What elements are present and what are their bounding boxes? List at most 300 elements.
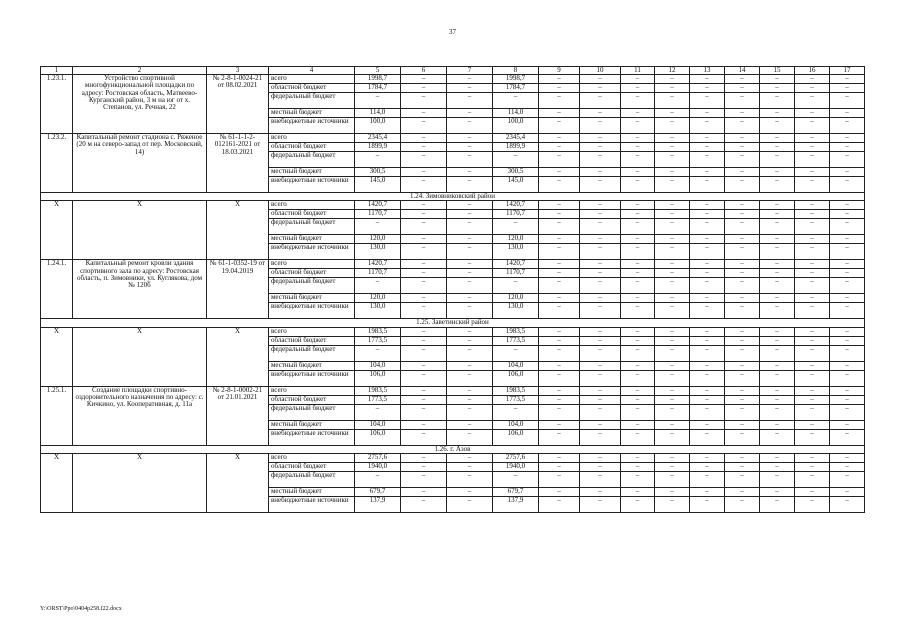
value-cell: – — [795, 168, 830, 177]
funding-source-label: федеральный бюджет — [269, 278, 355, 294]
value-cell: – — [830, 109, 865, 118]
value-cell: – — [655, 453, 690, 462]
value-cell: – — [621, 345, 655, 361]
value-cell: – — [539, 177, 580, 193]
total-value: 130,0 — [355, 303, 401, 319]
value-cell: – — [760, 109, 795, 118]
value-cell: – — [795, 471, 830, 487]
value-cell: – — [621, 177, 655, 193]
column-number: 5 — [355, 67, 401, 75]
value-cell: – — [830, 361, 865, 370]
value-cell: – — [621, 487, 655, 496]
value-cell: – — [795, 143, 830, 152]
value-cell: – — [830, 404, 865, 420]
value-cell: – — [795, 395, 830, 404]
value-cell: – — [655, 336, 690, 345]
funding-source-label: всего — [269, 201, 355, 210]
value-cell: – — [539, 118, 580, 134]
funding-source-label: федеральный бюджет — [269, 219, 355, 235]
value-cell: – — [830, 219, 865, 235]
value-cell: – — [447, 386, 493, 395]
value-cell: – — [655, 487, 690, 496]
value-cell: – — [621, 420, 655, 429]
value-cell: – — [795, 235, 830, 244]
value-cell: – — [760, 345, 795, 361]
value-cell: – — [580, 462, 621, 471]
total-value: 1170,7 — [355, 210, 401, 219]
item-number: 1.25.1. — [41, 386, 73, 445]
item-document: Х — [207, 453, 269, 512]
value-cell: – — [655, 143, 690, 152]
value-cell: – — [401, 118, 447, 134]
year-value: 130,0 — [493, 303, 539, 319]
total-value: 114,0 — [355, 109, 401, 118]
value-cell: – — [760, 294, 795, 303]
value-cell: – — [447, 93, 493, 109]
value-cell: – — [580, 235, 621, 244]
funding-source-label: местный бюджет — [269, 235, 355, 244]
value-cell: – — [401, 177, 447, 193]
year-value: 106,0 — [493, 429, 539, 445]
value-cell: – — [690, 168, 725, 177]
value-cell: – — [447, 260, 493, 269]
value-cell: – — [580, 420, 621, 429]
year-value: – — [493, 93, 539, 109]
funding-source-label: местный бюджет — [269, 168, 355, 177]
table-row — [41, 134, 865, 143]
value-cell: – — [830, 327, 865, 336]
value-cell: – — [690, 453, 725, 462]
value-cell: – — [795, 75, 830, 84]
value-cell: – — [725, 278, 760, 294]
table-row — [41, 453, 865, 462]
value-cell: – — [447, 471, 493, 487]
column-number: 14 — [725, 67, 760, 75]
total-value: 1983,5 — [355, 386, 401, 395]
item-name: Капитальный ремонт стадиона с. Ряженое (20 м на северо-запад от пер. Московский, 14) — [73, 134, 207, 193]
item-name: Создание площадки спортивно-оздоровительного назначения по адресу: с. Кичкино, ул. Кооперативная, д. 11а — [73, 386, 207, 445]
value-cell: – — [725, 75, 760, 84]
value-cell: – — [655, 134, 690, 143]
value-cell: – — [580, 453, 621, 462]
item-document: № 2-8-1-0002-21 от 21.01.2021 — [207, 386, 269, 445]
funding-source-label: областной бюджет — [269, 336, 355, 345]
value-cell: – — [539, 327, 580, 336]
value-cell: – — [580, 395, 621, 404]
funding-source-label: федеральный бюджет — [269, 93, 355, 109]
value-cell: – — [539, 361, 580, 370]
value-cell: – — [760, 244, 795, 260]
value-cell: – — [580, 260, 621, 269]
funding-source-label: всего — [269, 75, 355, 84]
value-cell: – — [760, 462, 795, 471]
year-value: – — [493, 219, 539, 235]
value-cell: – — [539, 496, 580, 512]
budget-table — [40, 66, 865, 513]
value-cell: – — [580, 244, 621, 260]
value-cell: – — [539, 235, 580, 244]
value-cell: – — [655, 219, 690, 235]
item-number: Х — [41, 201, 73, 260]
value-cell: – — [830, 471, 865, 487]
value-cell: – — [725, 327, 760, 336]
value-cell: – — [830, 496, 865, 512]
value-cell: – — [795, 201, 830, 210]
column-number: 11 — [621, 67, 655, 75]
total-value: 1170,7 — [355, 269, 401, 278]
column-number: 15 — [760, 67, 795, 75]
column-number: 2 — [73, 67, 207, 75]
value-cell: – — [760, 260, 795, 269]
value-cell: – — [621, 496, 655, 512]
value-cell: – — [725, 201, 760, 210]
value-cell: – — [539, 93, 580, 109]
value-cell: – — [447, 303, 493, 319]
section-title: 1.26. г. Азов — [41, 445, 865, 453]
value-cell: – — [655, 210, 690, 219]
value-cell: – — [795, 294, 830, 303]
value-cell: – — [447, 496, 493, 512]
value-cell: – — [580, 84, 621, 93]
funding-source-label: внебюджетные источники — [269, 177, 355, 193]
value-cell: – — [621, 143, 655, 152]
value-cell: – — [621, 134, 655, 143]
value-cell: – — [830, 177, 865, 193]
value-cell: – — [795, 93, 830, 109]
value-cell: – — [830, 395, 865, 404]
table-row — [41, 327, 865, 336]
value-cell: – — [690, 386, 725, 395]
total-value: – — [355, 219, 401, 235]
column-number: 13 — [690, 67, 725, 75]
column-number: 6 — [401, 67, 447, 75]
value-cell: – — [725, 404, 760, 420]
value-cell: – — [830, 134, 865, 143]
value-cell: – — [690, 177, 725, 193]
value-cell: – — [447, 453, 493, 462]
value-cell: – — [580, 487, 621, 496]
value-cell: – — [760, 395, 795, 404]
funding-source-label: областной бюджет — [269, 143, 355, 152]
value-cell: – — [539, 294, 580, 303]
value-cell: – — [830, 294, 865, 303]
item-name: Х — [73, 327, 207, 386]
value-cell: – — [760, 93, 795, 109]
year-value: 1773,5 — [493, 395, 539, 404]
value-cell: – — [690, 143, 725, 152]
value-cell: – — [447, 294, 493, 303]
value-cell: – — [830, 143, 865, 152]
value-cell: – — [580, 327, 621, 336]
value-cell: – — [580, 177, 621, 193]
year-value: 1420,7 — [493, 260, 539, 269]
column-number: 16 — [795, 67, 830, 75]
value-cell: – — [725, 168, 760, 177]
column-number: 1 — [41, 67, 73, 75]
value-cell: – — [690, 294, 725, 303]
total-value: 1784,7 — [355, 84, 401, 93]
total-value: – — [355, 471, 401, 487]
value-cell: – — [539, 429, 580, 445]
value-cell: – — [830, 260, 865, 269]
item-document: Х — [207, 201, 269, 260]
value-cell: – — [725, 429, 760, 445]
value-cell: – — [401, 429, 447, 445]
value-cell: – — [401, 201, 447, 210]
value-cell: – — [580, 210, 621, 219]
value-cell: – — [621, 219, 655, 235]
value-cell: – — [539, 84, 580, 93]
value-cell: – — [539, 487, 580, 496]
item-name: Капитальный ремонт кровли здания спортивного зала по адресу: Ростовская область, п. Зимовники, ул. Куглякова, дом № 120б — [73, 260, 207, 319]
total-value: 1773,5 — [355, 336, 401, 345]
year-value: 104,0 — [493, 420, 539, 429]
item-number: 1.23.2. — [41, 134, 73, 193]
value-cell: – — [539, 168, 580, 177]
value-cell: – — [580, 168, 621, 177]
value-cell: – — [795, 134, 830, 143]
item-document: № 61-1-1-2-012161-2021 от 18.03.2021 — [207, 134, 269, 193]
value-cell: – — [621, 386, 655, 395]
value-cell: – — [580, 303, 621, 319]
total-value: 300,5 — [355, 168, 401, 177]
value-cell: – — [725, 294, 760, 303]
year-value: 100,0 — [493, 118, 539, 134]
value-cell: – — [539, 219, 580, 235]
value-cell: – — [830, 152, 865, 168]
value-cell: – — [760, 404, 795, 420]
total-value: 130,0 — [355, 244, 401, 260]
value-cell: – — [830, 487, 865, 496]
value-cell: – — [621, 370, 655, 386]
value-cell: – — [830, 269, 865, 278]
value-cell: – — [447, 84, 493, 93]
value-cell: – — [725, 244, 760, 260]
column-number: 3 — [207, 67, 269, 75]
value-cell: – — [655, 201, 690, 210]
value-cell: – — [795, 244, 830, 260]
value-cell: – — [655, 395, 690, 404]
funding-source-label: местный бюджет — [269, 420, 355, 429]
year-value: – — [493, 471, 539, 487]
value-cell: – — [621, 168, 655, 177]
value-cell: – — [725, 152, 760, 168]
value-cell: – — [655, 462, 690, 471]
value-cell: – — [401, 336, 447, 345]
value-cell: – — [539, 152, 580, 168]
value-cell: – — [830, 210, 865, 219]
value-cell: – — [760, 303, 795, 319]
value-cell: – — [580, 404, 621, 420]
value-cell: – — [725, 471, 760, 487]
value-cell: – — [580, 118, 621, 134]
value-cell: – — [580, 93, 621, 109]
value-cell: – — [690, 269, 725, 278]
total-value: 106,0 — [355, 370, 401, 386]
value-cell: – — [725, 370, 760, 386]
value-cell: – — [621, 294, 655, 303]
value-cell: – — [690, 404, 725, 420]
value-cell: – — [539, 386, 580, 395]
year-value: 120,0 — [493, 294, 539, 303]
value-cell: – — [539, 269, 580, 278]
year-value: 137,9 — [493, 496, 539, 512]
year-value: 1170,7 — [493, 269, 539, 278]
value-cell: – — [830, 168, 865, 177]
value-cell: – — [760, 118, 795, 134]
value-cell: – — [447, 219, 493, 235]
value-cell: – — [690, 235, 725, 244]
funding-source-label: федеральный бюджет — [269, 404, 355, 420]
value-cell: – — [655, 118, 690, 134]
value-cell: – — [725, 109, 760, 118]
value-cell: – — [655, 294, 690, 303]
value-cell: – — [401, 327, 447, 336]
value-cell: – — [760, 278, 795, 294]
value-cell: – — [401, 386, 447, 395]
funding-source-label: местный бюджет — [269, 487, 355, 496]
value-cell: – — [621, 260, 655, 269]
value-cell: – — [760, 210, 795, 219]
year-value: 1784,7 — [493, 84, 539, 93]
value-cell: – — [830, 118, 865, 134]
value-cell: – — [401, 420, 447, 429]
item-document: Х — [207, 327, 269, 386]
value-cell: – — [760, 168, 795, 177]
value-cell: – — [795, 84, 830, 93]
value-cell: – — [830, 84, 865, 93]
value-cell: – — [690, 487, 725, 496]
value-cell: – — [690, 303, 725, 319]
value-cell: – — [539, 201, 580, 210]
value-cell: – — [690, 462, 725, 471]
value-cell: – — [580, 109, 621, 118]
value-cell: – — [725, 303, 760, 319]
section-header-row — [41, 319, 865, 327]
value-cell: – — [621, 361, 655, 370]
value-cell: – — [760, 370, 795, 386]
value-cell: – — [447, 404, 493, 420]
total-value: 145,0 — [355, 177, 401, 193]
value-cell: – — [830, 453, 865, 462]
year-value: – — [493, 278, 539, 294]
item-name: Х — [73, 201, 207, 260]
value-cell: – — [795, 404, 830, 420]
value-cell: – — [795, 370, 830, 386]
value-cell: – — [447, 278, 493, 294]
funding-source-label: областной бюджет — [269, 269, 355, 278]
year-value: 1998,7 — [493, 75, 539, 84]
value-cell: – — [447, 109, 493, 118]
value-cell: – — [725, 210, 760, 219]
total-value: – — [355, 93, 401, 109]
value-cell: – — [760, 471, 795, 487]
value-cell: – — [621, 93, 655, 109]
value-cell: – — [690, 327, 725, 336]
value-cell: – — [655, 429, 690, 445]
value-cell: – — [725, 361, 760, 370]
value-cell: – — [795, 420, 830, 429]
value-cell: – — [725, 462, 760, 471]
total-value: 1773,5 — [355, 395, 401, 404]
total-value: 2345,4 — [355, 134, 401, 143]
column-number: 7 — [447, 67, 493, 75]
value-cell: – — [621, 84, 655, 93]
value-cell: – — [690, 210, 725, 219]
year-value: 300,5 — [493, 168, 539, 177]
value-cell: – — [655, 235, 690, 244]
year-value: 120,0 — [493, 235, 539, 244]
total-value: 106,0 — [355, 429, 401, 445]
value-cell: – — [725, 143, 760, 152]
value-cell: – — [690, 471, 725, 487]
funding-source-label: всего — [269, 453, 355, 462]
value-cell: – — [760, 336, 795, 345]
value-cell: – — [621, 336, 655, 345]
value-cell: – — [621, 269, 655, 278]
value-cell: – — [725, 420, 760, 429]
value-cell: – — [795, 260, 830, 269]
value-cell: – — [655, 370, 690, 386]
value-cell: – — [690, 244, 725, 260]
column-number: 9 — [539, 67, 580, 75]
value-cell: – — [795, 453, 830, 462]
value-cell: – — [447, 370, 493, 386]
value-cell: – — [621, 404, 655, 420]
total-value: 1899,9 — [355, 143, 401, 152]
value-cell: – — [447, 269, 493, 278]
funding-source-label: федеральный бюджет — [269, 345, 355, 361]
total-value: 1998,7 — [355, 75, 401, 84]
value-cell: – — [655, 75, 690, 84]
value-cell: – — [401, 294, 447, 303]
value-cell: – — [795, 278, 830, 294]
funding-source-label: федеральный бюджет — [269, 471, 355, 487]
value-cell: – — [539, 109, 580, 118]
value-cell: – — [447, 177, 493, 193]
funding-source-label: областной бюджет — [269, 84, 355, 93]
total-value: 1940,0 — [355, 462, 401, 471]
value-cell: – — [655, 269, 690, 278]
value-cell: – — [690, 336, 725, 345]
value-cell: – — [830, 386, 865, 395]
value-cell: – — [760, 429, 795, 445]
value-cell: – — [830, 278, 865, 294]
value-cell: – — [539, 303, 580, 319]
table-row — [41, 201, 865, 210]
funding-source-label: областной бюджет — [269, 462, 355, 471]
value-cell: – — [690, 84, 725, 93]
value-cell: – — [760, 269, 795, 278]
value-cell: – — [655, 327, 690, 336]
funding-source-label: всего — [269, 260, 355, 269]
value-cell: – — [447, 143, 493, 152]
value-cell: – — [795, 386, 830, 395]
table-row — [41, 260, 865, 269]
value-cell: – — [760, 453, 795, 462]
value-cell: – — [621, 210, 655, 219]
value-cell: – — [655, 345, 690, 361]
value-cell: – — [690, 345, 725, 361]
value-cell: – — [760, 84, 795, 93]
value-cell: – — [795, 345, 830, 361]
value-cell: – — [830, 235, 865, 244]
funding-source-label: местный бюджет — [269, 294, 355, 303]
value-cell: – — [401, 462, 447, 471]
value-cell: – — [655, 361, 690, 370]
section-title: 1.25. Заветинский район — [41, 319, 865, 327]
value-cell: – — [447, 168, 493, 177]
